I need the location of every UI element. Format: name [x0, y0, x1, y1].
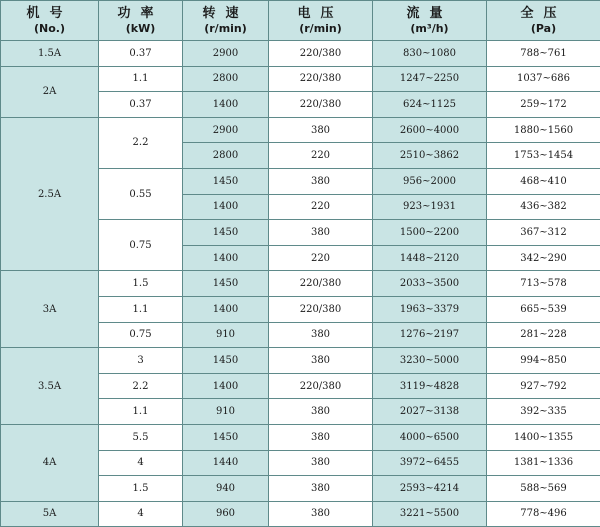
speed-cell: 910: [183, 322, 269, 348]
speed-cell: 1450: [183, 220, 269, 246]
speed-cell: 1400: [183, 373, 269, 399]
pressure-cell: 788~761: [487, 41, 600, 67]
table-row: [1, 348, 600, 374]
table-row: [1, 501, 600, 527]
flow-cell: 1276~2197: [373, 322, 487, 348]
header-label: 全压: [520, 6, 566, 21]
table-row: [1, 271, 600, 297]
flow-cell: 3221~5500: [373, 501, 487, 527]
power-cell: 0.37: [99, 92, 183, 118]
header-pressure: [487, 1, 600, 41]
header-label: 流量: [406, 6, 452, 21]
pressure-cell: 436~382: [487, 194, 600, 220]
flow-cell: 2033~3500: [373, 271, 487, 297]
speed-cell: 1450: [183, 424, 269, 450]
flow-cell: 2593~4214: [373, 476, 487, 502]
speed-cell: 1450: [183, 168, 269, 194]
flow-cell: 3230~5000: [373, 348, 487, 374]
speed-cell: 1450: [183, 271, 269, 297]
header-label: 功率: [117, 6, 163, 21]
power-cell: 1.1: [99, 66, 183, 92]
header-model: [1, 1, 99, 41]
power-cell: 3: [99, 348, 183, 374]
voltage-cell: 220: [269, 245, 373, 271]
model-cell: 3.5A: [1, 348, 99, 425]
flow-cell: 1500~2200: [373, 220, 487, 246]
header-unit: (m³/h): [410, 22, 448, 35]
header-power: [99, 1, 183, 41]
speed-cell: 1400: [183, 194, 269, 220]
speed-cell: 1400: [183, 92, 269, 118]
model-cell: 3A: [1, 271, 99, 348]
power-cell: 1.5: [99, 271, 183, 297]
speed-cell: 1450: [183, 348, 269, 374]
flow-cell: 3972~6455: [373, 450, 487, 476]
header-voltage: [269, 1, 373, 41]
pressure-cell: 588~569: [487, 476, 600, 502]
pressure-cell: 778~496: [487, 501, 600, 527]
power-cell: 2.2: [99, 117, 183, 168]
pressure-cell: 259~172: [487, 92, 600, 118]
header-unit: (kW): [126, 22, 156, 35]
pressure-cell: 927~792: [487, 373, 600, 399]
voltage-cell: 220/380: [269, 66, 373, 92]
pressure-cell: 281~228: [487, 322, 600, 348]
power-cell: 0.37: [99, 41, 183, 67]
header-row: [1, 1, 600, 41]
header-label: 转速: [202, 6, 248, 21]
flow-cell: 2027~3138: [373, 399, 487, 425]
header-unit: (r/min): [204, 22, 247, 35]
table-row: [1, 66, 600, 92]
voltage-cell: 380: [269, 399, 373, 425]
pressure-cell: 1037~686: [487, 66, 600, 92]
speed-cell: 2900: [183, 41, 269, 67]
voltage-cell: 380: [269, 220, 373, 246]
flow-cell: 1963~3379: [373, 296, 487, 322]
table-row: [1, 424, 600, 450]
flow-cell: 1247~2250: [373, 66, 487, 92]
flow-cell: 923~1931: [373, 194, 487, 220]
flow-cell: 1448~2120: [373, 245, 487, 271]
model-cell: 4A: [1, 424, 99, 501]
flow-cell: 956~2000: [373, 168, 487, 194]
speed-cell: 940: [183, 476, 269, 502]
pressure-cell: 665~539: [487, 296, 600, 322]
pressure-cell: 468~410: [487, 168, 600, 194]
header-label: 电压: [297, 6, 343, 21]
power-cell: 0.55: [99, 168, 183, 219]
speed-cell: 1400: [183, 296, 269, 322]
voltage-cell: 380: [269, 322, 373, 348]
flow-cell: 2510~3862: [373, 143, 487, 169]
model-cell: 2A: [1, 66, 99, 117]
voltage-cell: 220/380: [269, 271, 373, 297]
model-cell: 2.5A: [1, 117, 99, 271]
speed-cell: 1400: [183, 245, 269, 271]
power-cell: 5.5: [99, 424, 183, 450]
voltage-cell: 380: [269, 117, 373, 143]
speed-cell: 910: [183, 399, 269, 425]
power-cell: 4: [99, 450, 183, 476]
header-label: 机号: [26, 6, 72, 21]
power-cell: 1.5: [99, 476, 183, 502]
power-cell: 0.75: [99, 220, 183, 271]
model-cell: 5A: [1, 501, 99, 527]
pressure-cell: 367~312: [487, 220, 600, 246]
model-cell: 1.5A: [1, 41, 99, 67]
speed-cell: 1440: [183, 450, 269, 476]
table-body: [1, 41, 600, 527]
voltage-cell: 220/380: [269, 41, 373, 67]
power-cell: 0.75: [99, 322, 183, 348]
pressure-cell: 994~850: [487, 348, 600, 374]
pressure-cell: 1400~1355: [487, 424, 600, 450]
speed-cell: 960: [183, 501, 269, 527]
voltage-cell: 380: [269, 348, 373, 374]
flow-cell: 624~1125: [373, 92, 487, 118]
pressure-cell: 342~290: [487, 245, 600, 271]
voltage-cell: 380: [269, 168, 373, 194]
speed-cell: 2800: [183, 143, 269, 169]
voltage-cell: 220/380: [269, 373, 373, 399]
flow-cell: 4000~6500: [373, 424, 487, 450]
pressure-cell: 1753~1454: [487, 143, 600, 169]
table-row: [1, 117, 600, 143]
voltage-cell: 380: [269, 424, 373, 450]
flow-cell: 830~1080: [373, 41, 487, 67]
flow-cell: 3119~4828: [373, 373, 487, 399]
pressure-cell: 713~578: [487, 271, 600, 297]
speed-cell: 2800: [183, 66, 269, 92]
pressure-cell: 1381~1336: [487, 450, 600, 476]
voltage-cell: 380: [269, 476, 373, 502]
flow-cell: 2600~4000: [373, 117, 487, 143]
voltage-cell: 220: [269, 143, 373, 169]
voltage-cell: 220: [269, 194, 373, 220]
pressure-cell: 392~335: [487, 399, 600, 425]
header-flow: [373, 1, 487, 41]
header-unit: (r/min): [299, 22, 342, 35]
speed-cell: 2900: [183, 117, 269, 143]
power-cell: 4: [99, 501, 183, 527]
power-cell: 1.1: [99, 399, 183, 425]
header-unit: (Pa): [531, 22, 556, 35]
header-speed: [183, 1, 269, 41]
voltage-cell: 380: [269, 450, 373, 476]
power-cell: 1.1: [99, 296, 183, 322]
power-cell: 2.2: [99, 373, 183, 399]
table-row: [1, 41, 600, 67]
voltage-cell: 220/380: [269, 92, 373, 118]
header-unit: (No.): [34, 22, 65, 35]
voltage-cell: 380: [269, 501, 373, 527]
pressure-cell: 1880~1560: [487, 117, 600, 143]
voltage-cell: 220/380: [269, 296, 373, 322]
